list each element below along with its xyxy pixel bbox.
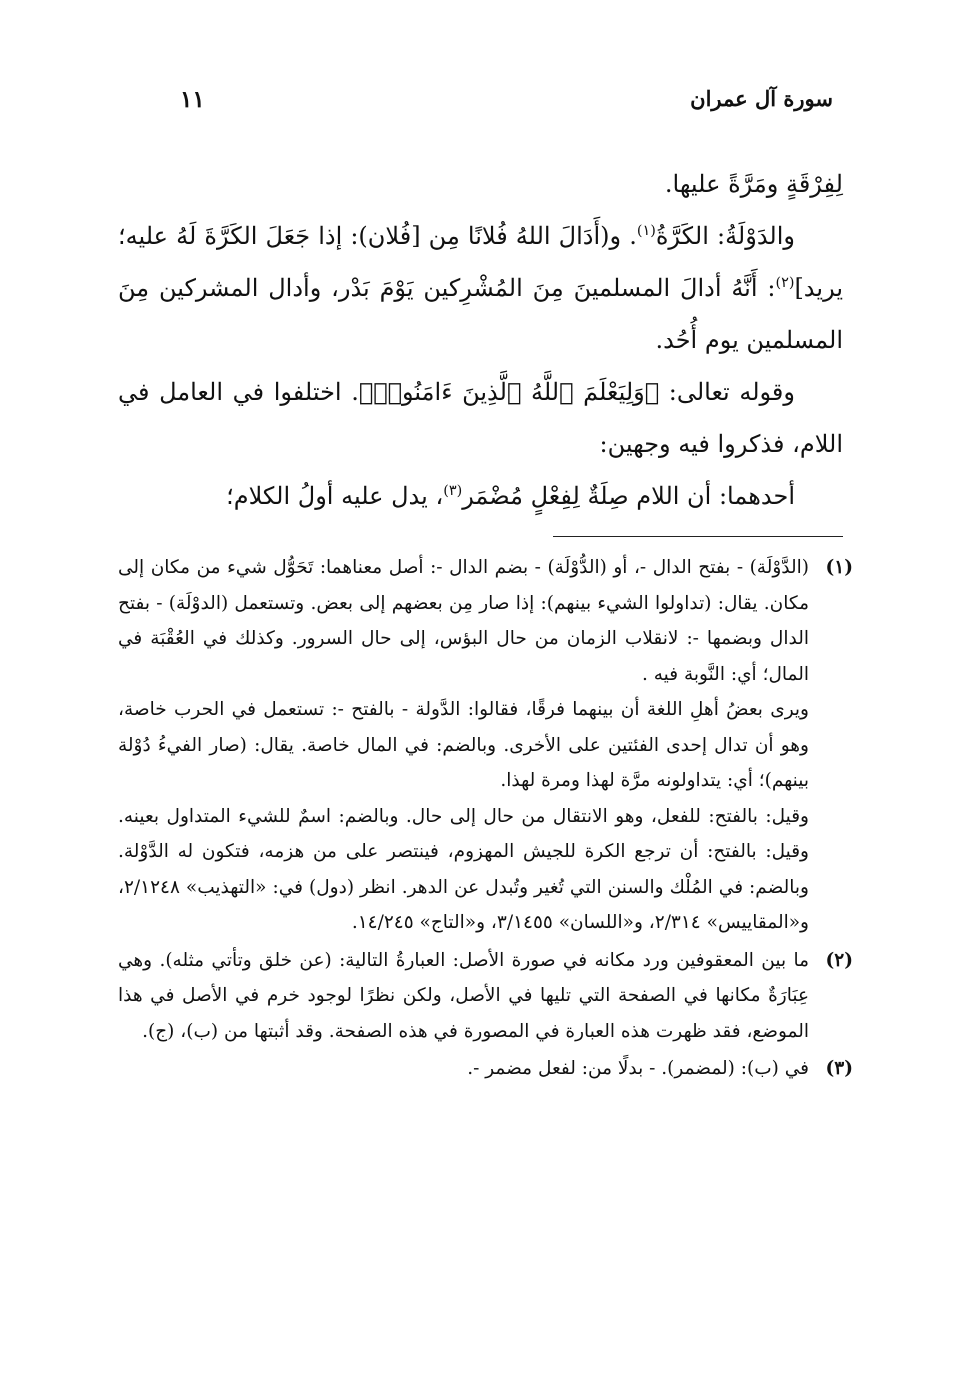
footnote-ref-1: (١) — [636, 223, 656, 239]
running-title: سورة آل عمران — [690, 86, 833, 111]
page-header — [160, 86, 833, 126]
footnote-ref-3: (٣) — [443, 483, 463, 499]
paragraph-2-part-c: : أَنَّهُ أدالَ المسلمينَ مِنَ المُشْرِكين يَوْمَ بَدْر، وأدال المشركين مِنَ المسلمين يوم أُحُد. — [118, 274, 843, 354]
paragraph-2-part-a: والدَوْلَةُ: الكَرَّةُ — [655, 222, 796, 250]
footnote-1-paragraph-2: ويرى بعضُ أهلِ اللغة أن بينهما فرقًا، فقالوا: الدَّولة - بالفتح -: تستعمل في الحرب خاصة، وهو أن تدال إحدى الفئتين على الأخرى. وبالضم: في المال خاصة. يقال: (صار الفيءُ دُوْلة بينهم)؛ أي: يتداولونه مرَّة لهذا ومرة لهذا. — [118, 699, 809, 791]
footnote-2-number: (٢) — [825, 949, 853, 971]
footnote-3-number: (٣) — [825, 1058, 853, 1079]
paragraph-4 — [118, 470, 843, 522]
paragraph-1: لِفِرْقَةٍ ومَرَّةً عليها. — [664, 170, 843, 198]
footnote-2-text: ما بين المعقوفين ورد مكانه في صورة الأصل: العبارةُ التالية: (عن خلق وتأتي مثله). وهي عِبَارَةٌ مكانها في الصفحة التي تليها في الأصل، ولكن نظرًا لوجود خرم في الأصل في هذا الموضع، فقد ظهرت هذه العبارة في المصورة في هذه الصفحة. وقد أثبتها من (ب)، (ج). — [118, 949, 809, 1042]
paragraph-2 — [118, 210, 843, 366]
page-number: ١١ — [180, 86, 205, 113]
footnotes — [118, 550, 853, 1089]
main-text — [118, 158, 843, 522]
footnote-3 — [118, 1051, 853, 1087]
footnote-1-paragraph-3: وقيل: بالفتح: للفعل، وهو الانتقال من حال إلى حال. وبالضم: اسمٌ للشيء المتداول بعينه. وقيل: بالفتح: أن ترجع الكرة للجيش المهزوم، فينتصر على من هزمه، فتكون له الدَّوْلة. وبالضم: في المُلْك والسنن التي تُغير وتُبدل عن الدهر. انظر (دول) في: «التهذيب» ٢/١٢٤٨، و«المقاييس» ٢/٣١٤، و«اللسان» ٣/١٤٥٥، و«التاج» ١٤/٢٤٥. — [118, 805, 809, 933]
footnote-2 — [118, 943, 853, 1050]
footnote-3-text: في (ب): (لمضمر). - بدلًا من: لفعل مضمر -. — [467, 1058, 809, 1079]
paragraph-3: وقوله تعالى: ﴿وَلِيَعْلَمَ ٱللَّهُ ٱلَّذِينَ ءَامَنُوا۟﴾. اختلفوا في العامل في اللام، فذكروا فيه وجهين: — [118, 378, 843, 458]
footnote-1 — [118, 550, 853, 941]
paragraph-4-part-b: ، يدل عليه أولُ الكلام؛ — [226, 482, 444, 510]
footnote-1-paragraph-1: (الدَّوْلَة) - بفتح الدال -، أو (الدُّوْلَة) - بضم الدال -: أصل معناهما: تَحَوُّل شيء من مكان إلى مكان. يقال: (تداولوا الشيء بينهم): إذا صار مِن بعضهم إلى بعض. وتستعمل (الدوْلَة) - بفتح الدال وبضمها -: لانقلاب الزمان من حال البؤس، إلى حال السرور. وكذلك في العُقْبَة في المال؛ أي: النَّوبة فيه . — [118, 557, 809, 685]
footnote-ref-2: (٢) — [775, 275, 795, 291]
footnote-1-number: (١) — [825, 557, 853, 578]
footnote-divider — [553, 536, 843, 537]
paragraph-2-part-b: . و(أَدَالَ اللهُ فُلانًا مِن [فُلان): إذا جَعَلَ الكَرَّةَ لَهُ عليه؛ يريد] — [118, 222, 843, 302]
paragraph-4-part-a: أحدهما: أن اللام صِلَةٌ لِفِعْلٍ مُضْمَر — [462, 482, 795, 510]
